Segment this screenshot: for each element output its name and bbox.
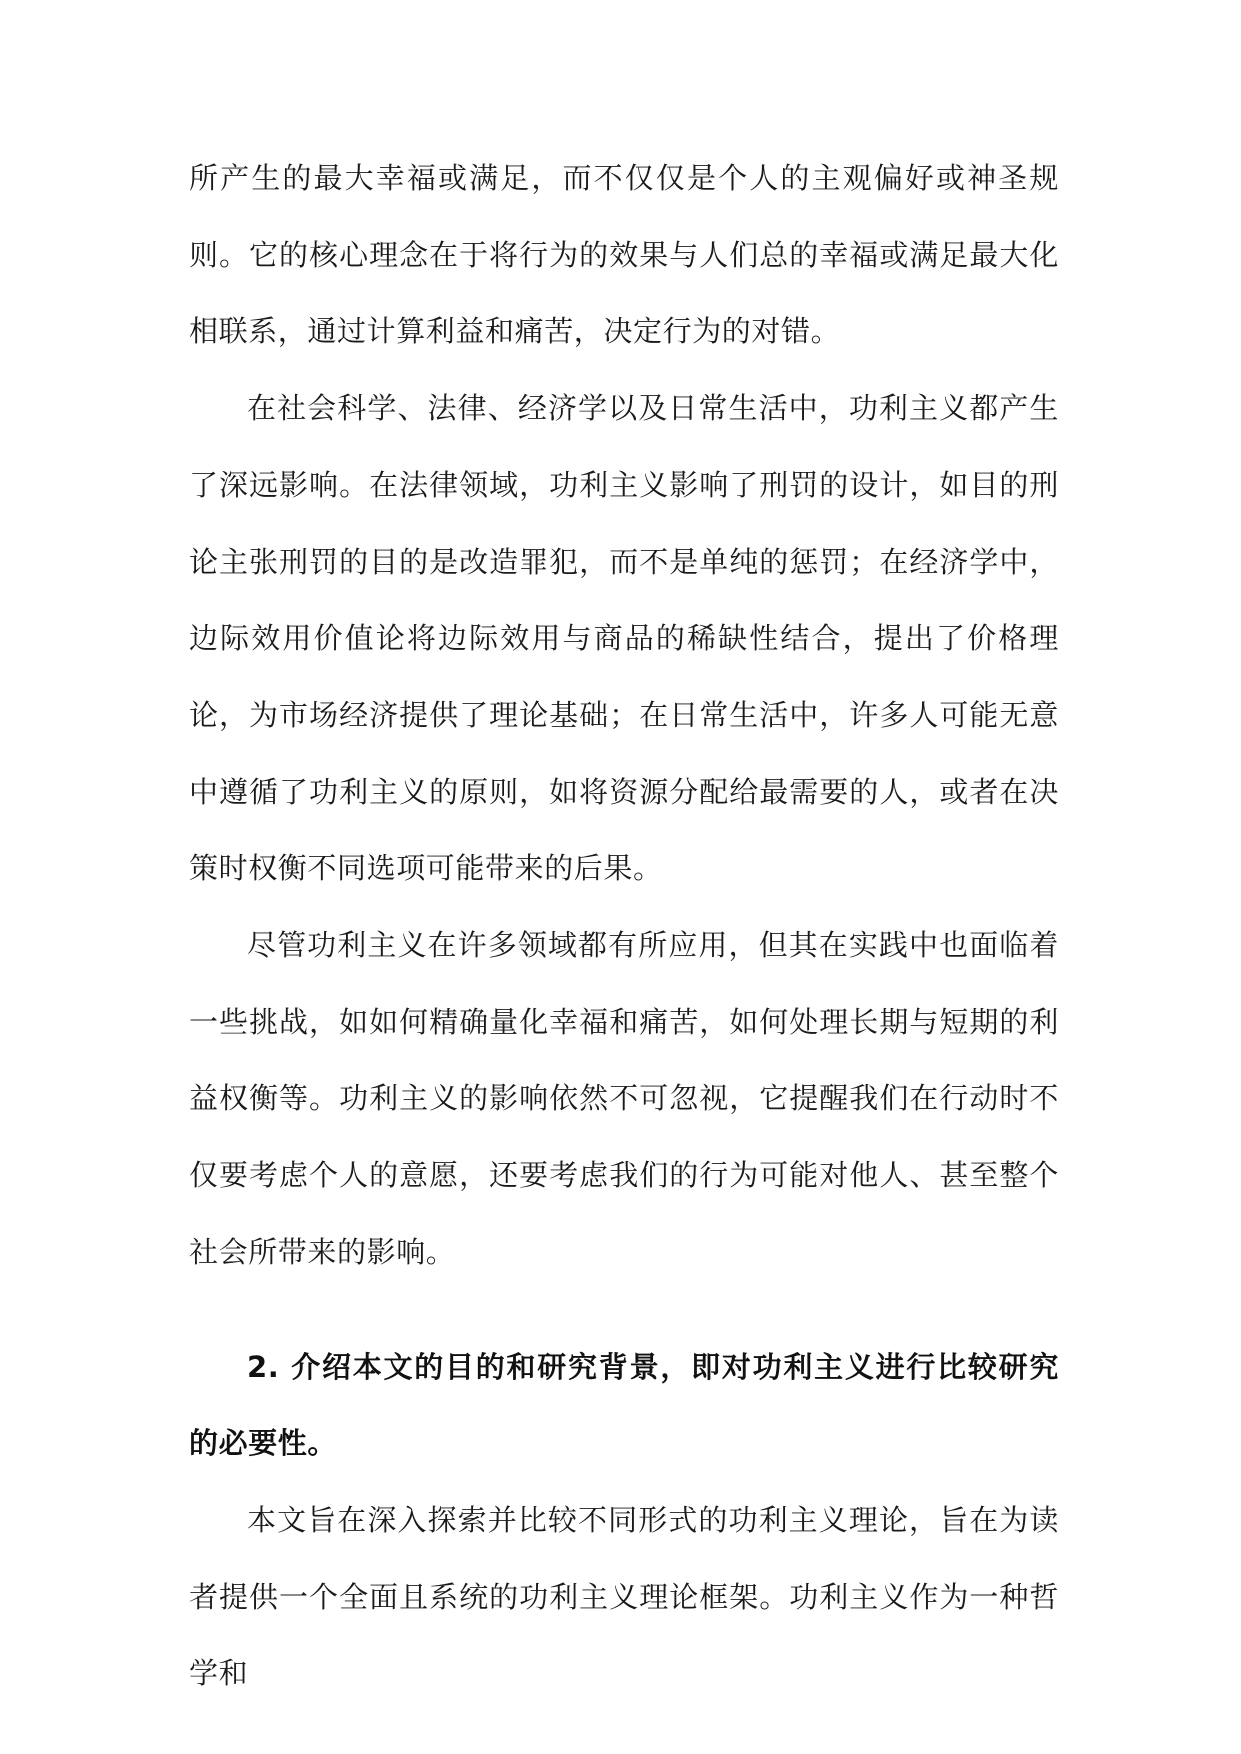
paragraph-challenges: 尽管功利主义在许多领域都有所应用，但其在实践中也面临着一些挑战，如如何精确量化幸福和痛苦，如何处理长期与短期的利益权衡等。功利主义的影响依然不可忽视，它提醒我们在行动时不仅要考虑个人的意愿，还要考虑我们的行为可能对他人、甚至整个社会所带来的影响。 bbox=[189, 928, 1059, 1269]
document-body bbox=[189, 140, 1059, 1712]
paragraph-purpose: 本文旨在深入探索并比较不同形式的功利主义理论，旨在为读者提供一个全面且系统的功利主义理论框架。功利主义作为一种哲学和 bbox=[189, 1502, 1059, 1691]
section-heading: 2. 介绍本文的目的和研究背景，即对功利主义进行比较研究的必要性。 bbox=[189, 1349, 1059, 1461]
paragraph-continuation: 所产生的最大幸福或满足，而不仅仅是个人的主观偏好或神圣规则。它的核心理念在于将行为的效果与人们总的幸福或满足最大化相联系，通过计算利益和痛苦，决定行为的对错。 bbox=[189, 161, 1059, 349]
paragraph-influence: 在社会科学、法律、经济学以及日常生活中，功利主义都产生了深远影响。在法律领域，功利主义影响了刑罚的设计，如目的刑论主张刑罚的目的是改造罪犯，而不是单纯的惩罚；在经济学中，边际效用价值论将边际效用与商品的稀缺性结合，提出了价格理论，为市场经济提供了理论基础；在日常生活中，许多人可能无意中遵循了功利主义的原则，如将资源分配给最需要的人，或者在决策时权衡不同选项可能带来的后果。 bbox=[189, 391, 1059, 886]
